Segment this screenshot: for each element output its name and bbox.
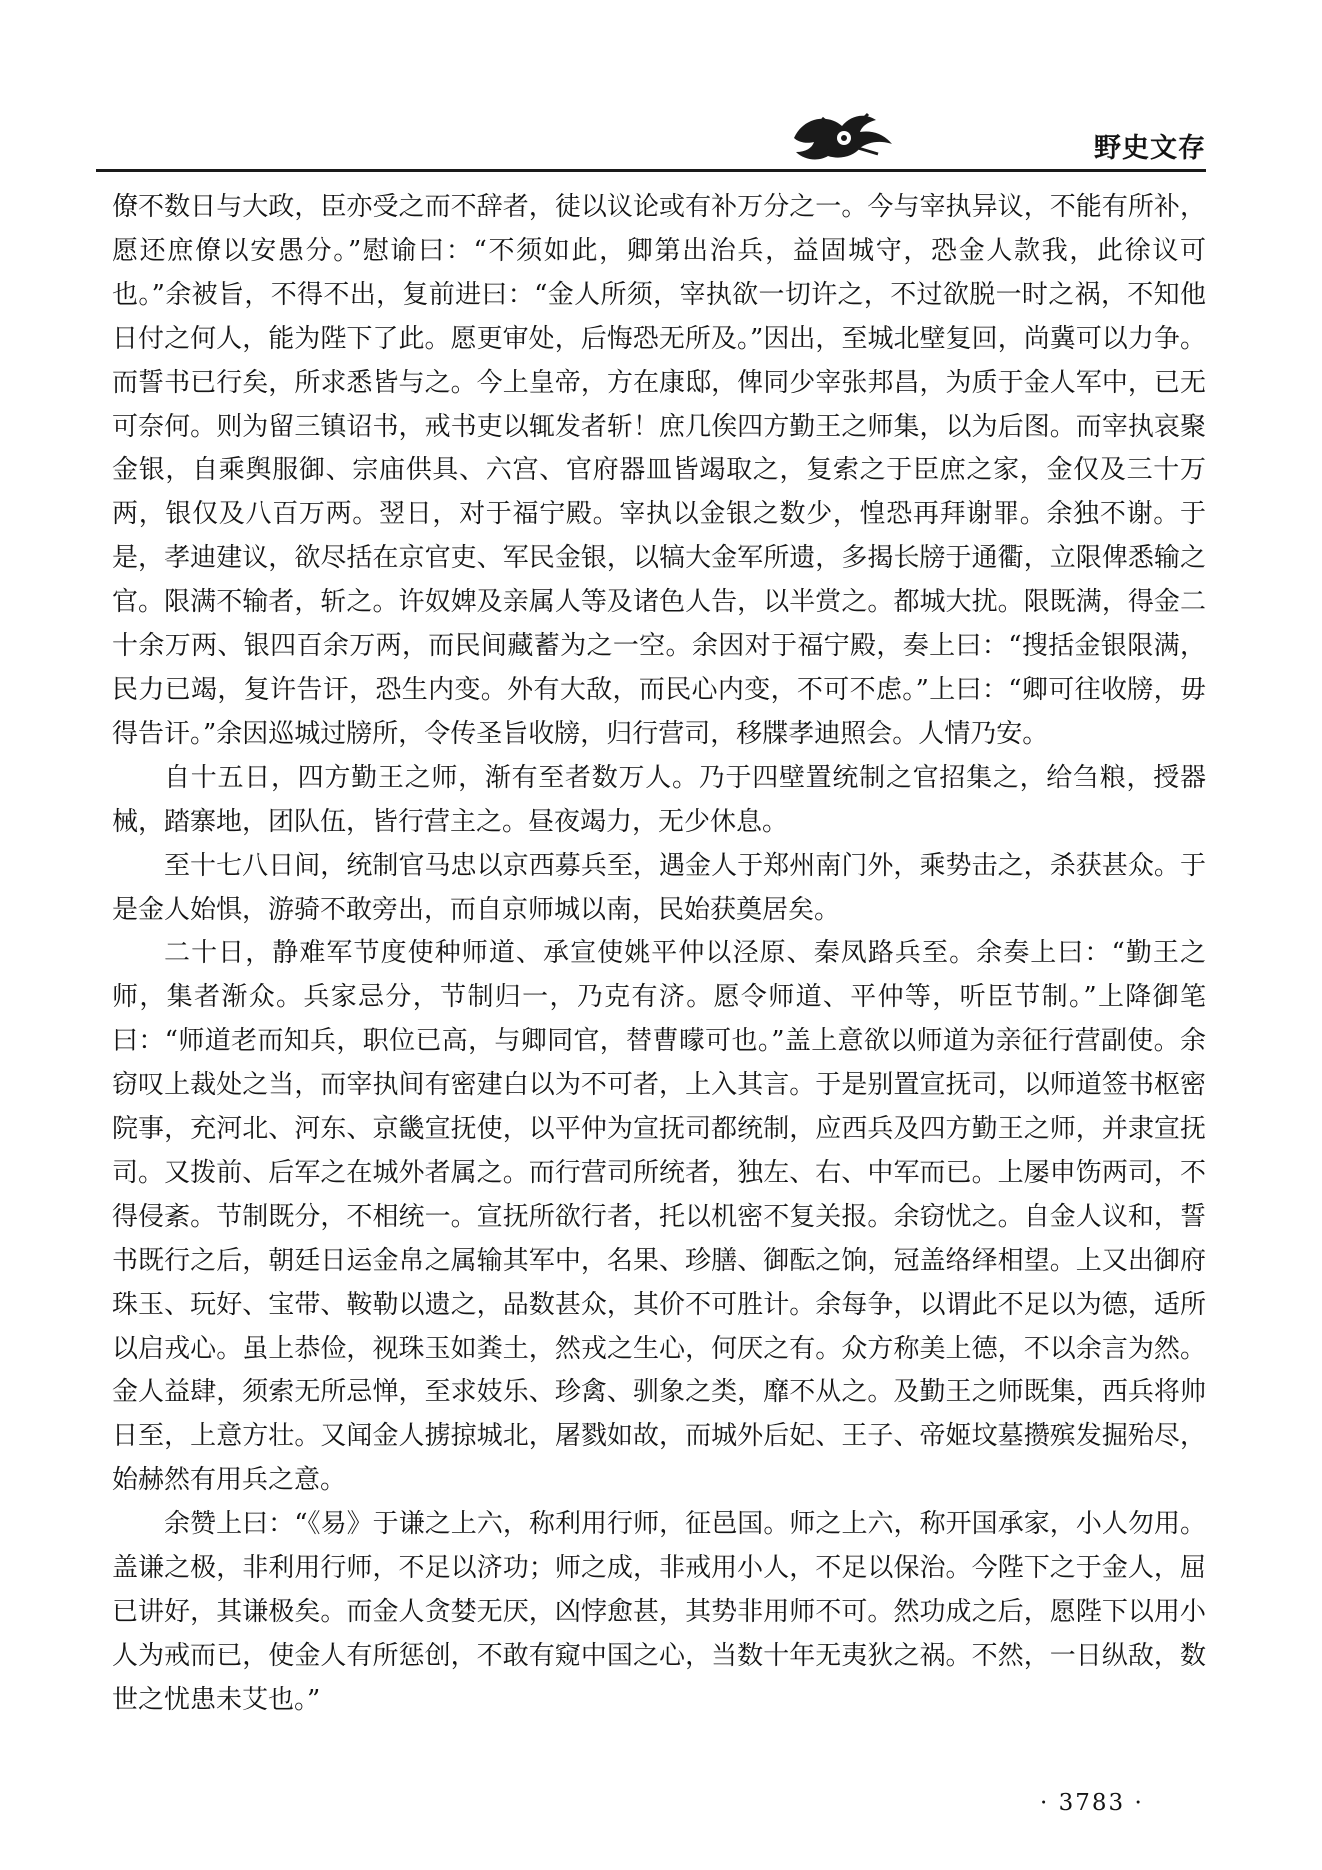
header-rule bbox=[96, 169, 1206, 172]
series-title: 野史文存 bbox=[1094, 133, 1206, 164]
page-number: · 3783 · bbox=[1040, 1790, 1144, 1816]
dragon-emblem-icon bbox=[784, 108, 904, 164]
page-header bbox=[96, 108, 1206, 168]
paragraph: 至十七八日间，统制官马忠以京西募兵至，遇金人于郑州南门外，乘势击之，杀获甚众。于是金人始惧，游骑不敢旁出，而自京师城以南，民始获奠居矣。 bbox=[112, 850, 1206, 925]
paragraph: 余赞上曰：“《易》于谦之上六，称利用行师，征邑国。师之上六，称开国承家，小人勿用。盖谦之极，非利用行师，不足以济功；师之成，非戒用小人，不足以保治。今陛下之于金人，屈已讲好，其谦极矣。而金人贪婪无厌，凶悖愈甚，其势非用师不可。然功成之后，愿陛下以用小人为戒而已，使金人有所惩创，不敢有窥中国之心，当数十年无夷狄之祸。不然，一日纵敌，数世之忧患未艾也。” bbox=[112, 1509, 1206, 1715]
paragraph: 僚不数日与大政，臣亦受之而不辞者，徒以议论或有补万分之一。今与宰执异议，不能有所补，愿还庶僚以安愚分。”慰谕曰：“不须如此，卿第出治兵，益固城守，恐金人款我，此徐议可也。”余被旨，不得不出，复前进曰：“金人所须，宰执欲一切许之，不过欲脱一时之祸，不知他日付之何人，能为陛下了此。愿更审处，后悔恐无所及。”因出，至城北壁复回，尚冀可以力争。而誓书已行矣，所求悉皆与之。今上皇帝，方在康邸，俾同少宰张邦昌，为质于金人军中，已无可奈何。则为留三镇诏书，戒书吏以辄发者斩！庶几俟四方勤王之师集，以为后图。而宰执哀聚金银，自乘舆服御、宗庙供具、六宫、官府器皿皆竭取之，复索之于臣庶之家，金仅及三十万两，银仅及八百万两。翌日，对于福宁殿。宰执以金银之数少，惶恐再拜谢罪。余独不谢。于是，孝迪建议，欲尽括在京官吏、军民金银，以犒大金军所遗，多揭长牓于通衢，立限俾悉输之官。限满不输者，斩之。许奴婢及亲属人等及诸色人告，以半赏之。都城大扰。限既满，得金二十余万两、银四百余万两，而民间藏蓄为之一空。余因对于福宁殿，奏上曰：“搜括金银限满，民力已竭，复许告讦，恐生内变。外有大敌，而民心内变，不可不虑。”上曰：“卿可往收牓，毋得告讦。”余因巡城过牓所，令传圣旨收牓，归行营司，移牒孝迪照会。人情乃安。 bbox=[112, 192, 1206, 749]
paragraph: 二十日，静难军节度使种师道、承宣使姚平仲以泾原、秦凤路兵至。余奏上曰：“勤王之师，集者渐众。兵家忌分，节制归一，乃克有济。愿令师道、平仲等，听臣节制。”上降御笔曰：“师道老而知兵，职位已高，与卿同官，替曹曚可也。”盖上意欲以师道为亲征行营副使。余窃叹上裁处之当，而宰执间有密建白以为不可者，上入其言。于是别置宣抚司，以师道签书枢密院事，充河北、河东、京畿宣抚使，以平仲为宣抚司都统制，应西兵及四方勤王之师，并隶宣抚司。又拨前、后军之在城外者属之。而行营司所统者，独左、右、中军而已。上屡申饬两司，不得侵紊。节制既分，不相统一。宣抚所欲行者，托以机密不复关报。余窃忧之。自金人议和，誓书既行之后，朝廷日运金帛之属输其军中，名果、珍膳、御酝之饷，冠盖络绎相望。上又出御府珠玉、玩好、宝带、鞍勒以遗之，品数甚众，其价不可胜计。余每争，以谓此不足以为德，适所以启戎心。虽上恭俭，视珠玉如粪土，然戎之生心，何厌之有。众方称美上德，不以余言为然。金人益肆，须索无所忌惮，至求妓乐、珍禽、驯象之类，靡不从之。及勤王之师既集，西兵将帅日至，上意方壮。又闻金人掳掠城北，屠戮如故，而城外后妃、王子、帝姬坟墓攒殡发掘殆尽，始赫然有用兵之意。 bbox=[112, 938, 1206, 1496]
body-text bbox=[112, 186, 1206, 1723]
paragraph: 自十五日，四方勤王之师，渐有至者数万人。乃于四壁置统制之官招集之，给刍粮，授器械，踏寨地，团队伍，皆行营主之。昼夜竭力，无少休息。 bbox=[112, 762, 1206, 837]
